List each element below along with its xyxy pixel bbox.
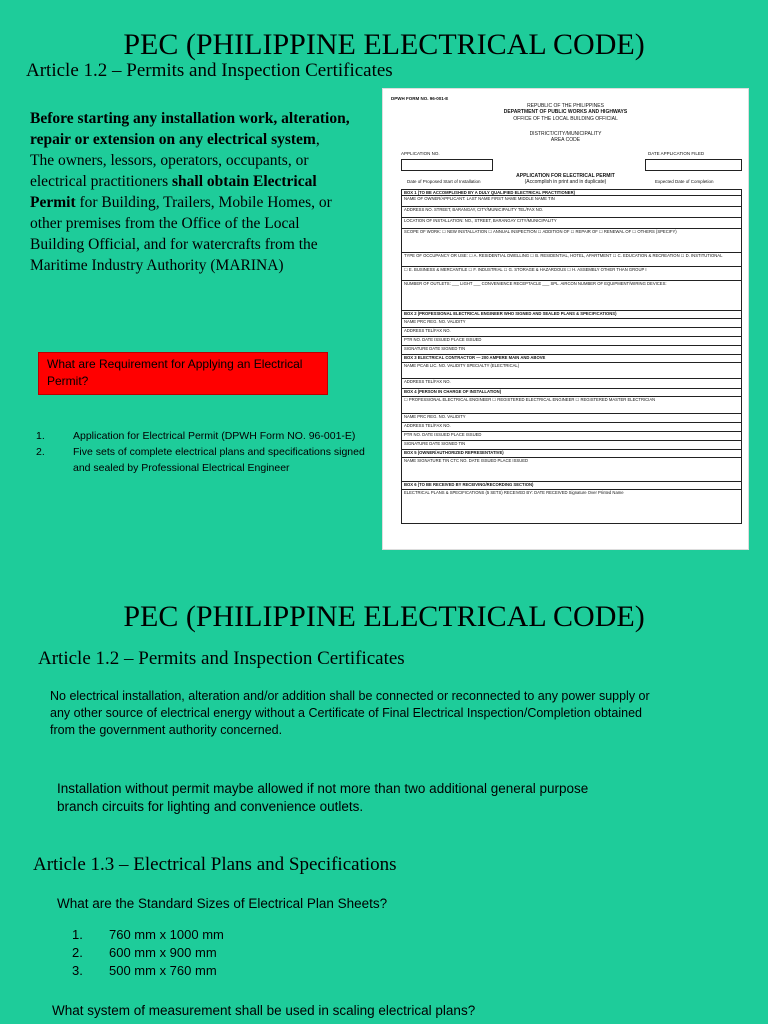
form-date-completion: Expected Date of Completion — [655, 179, 714, 184]
form-row: TYPE OF OCCUPANCY OR USE: ☐ A. RESIDENTIAL DWELLING ☐ B. RESIDENTIAL, HOTEL, APARTMENT ☐ C. EDUCATION & RECREATION ☐ D. INSTITUTIONAL — [401, 253, 742, 267]
list-number: 2. — [36, 446, 45, 458]
list-text: Application for Electrical Permit (DPWH Form NO. 96-001-E) — [73, 430, 356, 442]
measurement-system-question: What system of measurement shall be used in scaling electrical plans? — [52, 1003, 476, 1018]
slide2-subtitle: Article 1.2 – Permits and Inspection Certificates — [38, 648, 405, 669]
form-row: BOX 4 (PERSON IN CHARGE OF INSTALLATION) — [401, 389, 742, 397]
form-row: ADDRESS NO. STREET, BARANGAY, CITY/MUNICIPALITY TEL/FAX NO. — [401, 207, 742, 218]
requirements-question-box — [38, 352, 328, 395]
form-row: ☐ E. BUSINESS & MERCANTILE ☐ F. INDUSTRIAL ☐ G. STORAGE & HAZARDOUS ☐ H. ASSEMBLY OTHER THAN GROUP I — [401, 267, 742, 281]
article-1-3-heading: Article 1.3 – Electrical Plans and Specifications — [33, 854, 397, 875]
form-row: SIGNATURE DATE SIGNED TIN — [401, 346, 742, 355]
form-title: APPLICATION FOR ELECTRICAL PERMIT — [516, 173, 615, 179]
form-row: NUMBER OF OUTLETS: ___ LIGHT ___ CONVENIENCE RECEPTACLE ___ SPL. AIRCON NUMBER OF EQUIPMENT/WIRING DEVICES: — [401, 281, 742, 311]
form-row: PTR NO. DATE ISSUED PLACE ISSUED — [401, 432, 742, 441]
requirements-question: What are Requirement for Applying an Electrical Permit? — [47, 357, 303, 388]
list-text: 760 mm x 1000 mm — [109, 927, 224, 942]
list-item — [36, 444, 366, 476]
form-row: NAME SIGNATURE TIN CTC NO. DATE ISSUED PLACE ISSUED — [401, 458, 742, 482]
permit-exception-paragraph: Installation without permit maybe allowed if not more than two additional general purpose branch circuits for lighting and convenience outlets. — [57, 781, 589, 814]
form-row: ADDRESS TEL/FAX NO. — [401, 379, 742, 389]
list-text: Five sets of complete electrical plans and specifications signed and sealed by Professional Electrical Engineer — [73, 446, 365, 474]
form-row: BOX 2 (PROFESSIONAL ELECTRICAL ENGINEER WHO SIGNED AND SEALED PLANS & SPECIFICATIONS) — [401, 311, 742, 319]
slide1-title: PEC (PHILIPPINE ELECTRICAL CODE) — [123, 28, 645, 61]
form-row: SCOPE OF WORK: ☐ NEW INSTALLATION ☐ ANNUAL INSPECTION ☐ ADDITION OF ☐ REPAIR OF ☐ RENEWAL OF ☐ OTHERS (SPECIFY) — [401, 229, 742, 253]
form-row: NAME PRC REG. NO. VALIDITY — [401, 319, 742, 328]
intro-bold-text: Before starting any installation work, alteration, repair or extension on any electrical system — [30, 110, 350, 148]
form-row: ADDRESS TEL/FAX NO. — [401, 328, 742, 337]
electrical-permit-form-image — [382, 88, 749, 550]
list-number: 1. — [72, 927, 83, 942]
form-row: ELECTRICAL PLANS & SPECIFICATIONS (5 SETS) RECEIVED BY: DATE RECEIVED Signature Over Printed Name — [401, 490, 742, 524]
form-row: BOX 5 (OWNER/AUTHORIZED REPRESENTATIVE) — [401, 450, 742, 458]
form-row: BOX 3 ELECTRICAL CONTRACTOR — 200 AMPERE MAIN AND ABOVE — [401, 355, 742, 363]
list-item — [72, 944, 372, 962]
form-department: DEPARTMENT OF PUBLIC WORKS AND HIGHWAYS — [503, 109, 628, 115]
form-note: (Accomplish in print and in duplicate) — [524, 179, 607, 185]
form-row: NAME PRC REG. NO. VALIDITY — [401, 414, 742, 423]
list-item — [72, 926, 372, 944]
list-item — [36, 428, 366, 444]
form-date-proposed: Date of Proposed Start of Installation — [407, 179, 481, 184]
body-bold: shall obtain Electrical Permit — [30, 173, 317, 211]
slide2-title: PEC (PHILIPPINE ELECTRICAL CODE) — [123, 600, 645, 633]
plan-sheet-sizes-list — [72, 926, 372, 980]
form-date-filed: DATE APPLICATION FILED — [648, 151, 705, 156]
list-number: 3. — [72, 963, 83, 978]
form-row: NAME OF OWNER/APPLICANT: LAST NAME FIRST NAME MIDDLE NAME TIN — [401, 196, 742, 207]
certificate-paragraph: No electrical installation, alteration and/or addition shall be connected or reconnected to any power supply or any other source of electrical energy without a Certificate of Final Electrical Inspection/Completion obtained from the government authority concerned. — [50, 689, 650, 737]
requirements-list — [36, 428, 366, 476]
form-office: OFFICE OF THE LOCAL BUILDING OFFICIAL — [513, 116, 618, 122]
form-row: LOCATION OF INSTALLATION: NO., STREET, BARANGAY CITY/MUNICIPALITY — [401, 218, 742, 229]
form-district: DISTRICT/CITY/MUNICIPALITY — [529, 131, 602, 137]
form-row: ADDRESS TEL/FAX NO. — [401, 423, 742, 432]
form-area-code: AREA CODE — [550, 137, 581, 143]
form-row: PTR NO. DATE ISSUED PLACE ISSUED — [401, 337, 742, 346]
form-application-no: APPLICATION NO. — [401, 151, 440, 156]
form-row: SIGNATURE DATE SIGNED TIN — [401, 441, 742, 450]
body-part1: The owners, lessors, operators, occupants, or electrical practitioners — [30, 152, 309, 190]
form-row: BOX 6 (TO BE RECEIVED BY RECEIVING/RECORDING SECTION) — [401, 482, 742, 490]
list-item — [72, 962, 372, 980]
list-number: 2. — [72, 945, 83, 960]
form-republic: REPUBLIC OF THE PHILIPPINES — [527, 103, 604, 109]
list-text: 600 mm x 900 mm — [109, 945, 217, 960]
slide1-subtitle: Article 1.2 – Permits and Inspection Certificates — [26, 60, 393, 81]
body-part2: for Building, Trailers, Mobile Homes, or other premises from the Office of the Local Building Official, and for watercrafts from the Maritime Industry Authority (MARINA) — [30, 194, 332, 274]
form-row: BOX 1 (TO BE ACCOMPLISHED BY A DULY QUALIFIED ELECTRICAL PRACTITIONER) — [401, 189, 742, 196]
form-code: DPWH FORM NO. 96-001-E — [391, 96, 449, 101]
application-no-box — [401, 159, 493, 171]
slide1-intro — [30, 108, 350, 276]
intro-after: , — [315, 131, 320, 148]
form-row: NAME PCAB LIC. NO. VALIDITY SPECIALTY (ELECTRICAL) — [401, 363, 742, 379]
date-filed-box — [645, 159, 742, 171]
plan-sheet-sizes-question: What are the Standard Sizes of Electrical Plan Sheets? — [57, 896, 388, 911]
list-text: 500 mm x 760 mm — [109, 963, 217, 978]
form-row: ☐ PROFESSIONAL ELECTRICAL ENGINEER ☐ REGISTERED ELECTRICAL ENGINEER ☐ REGISTERED MASTER ELECTRICIAN — [401, 397, 742, 414]
list-number: 1. — [36, 430, 45, 442]
